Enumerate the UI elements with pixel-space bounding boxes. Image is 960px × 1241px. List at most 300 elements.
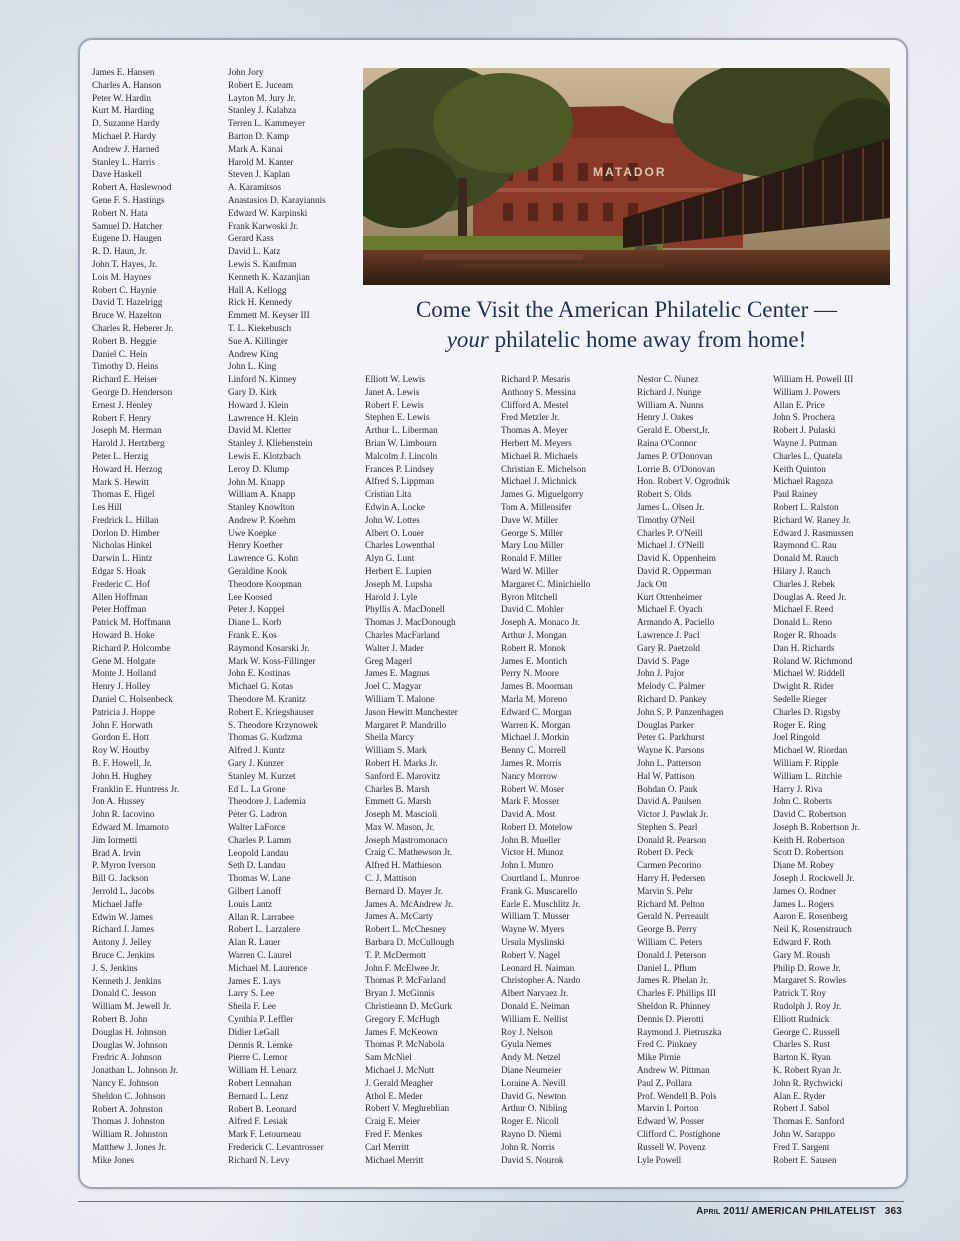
member-name: Clifford C. Postighone xyxy=(637,1129,721,1140)
member-name: Robert D. Peck xyxy=(637,847,694,858)
member-name: David L. Katz xyxy=(228,246,281,257)
member-name: Andrew W. Pittman xyxy=(637,1065,710,1076)
member-name: Lewis E. Klotzbach xyxy=(228,450,301,461)
footer-page-number: 363 xyxy=(884,1206,902,1217)
member-name: Dennis D. Pierotti xyxy=(637,1013,704,1024)
member-name: Wayne W. Myers xyxy=(501,924,565,935)
member-name: Jim Iormetti xyxy=(92,834,138,845)
member-name: Joseph M. Lupsha xyxy=(365,578,433,589)
member-name: Robert F. Lewis xyxy=(365,399,424,410)
member-name: Richard D. Pankey xyxy=(637,693,707,704)
member-name: Linford N. Kinney xyxy=(228,374,297,385)
member-name: Michael J. Morkin xyxy=(501,732,570,743)
member-name: William A. Knapp xyxy=(228,489,296,500)
member-name: Sheldon R. Phinney xyxy=(637,1001,711,1012)
member-name: Larry S. Lee xyxy=(228,988,275,999)
member-name: Dave Haskell xyxy=(92,169,142,180)
member-name: Jerrold L. Jacobs xyxy=(92,886,155,896)
member-name: Robert Lennahan xyxy=(228,1077,292,1088)
member-name: Craig E. Meier xyxy=(365,1116,420,1127)
member-name: Thomas W. Lane xyxy=(228,873,291,884)
member-name: Hal W. Pattison xyxy=(637,770,695,781)
building-sign-text: MATADOR xyxy=(593,165,667,179)
member-name: Robert B. Leonard xyxy=(228,1103,297,1114)
member-name: Cynthia P. Leffler xyxy=(228,1013,294,1024)
member-name: Victor J. Pawlak Jr. xyxy=(637,809,709,820)
member-name: John M. Knapp xyxy=(228,476,285,487)
member-name: Edgar S. Hoak xyxy=(92,566,146,577)
member-name: Robert L. Ralston xyxy=(773,501,839,512)
member-name: Lawrence G. Kohn xyxy=(228,553,299,564)
member-name: Robert D. Motelow xyxy=(501,821,573,832)
member-name: Jonathan L. Johnson Jr. xyxy=(92,1065,179,1076)
member-name: Roland W. Richmond xyxy=(773,655,853,666)
member-name: Walter LaForce xyxy=(228,822,286,833)
member-name: Stanley J. Kliebenstein xyxy=(228,438,313,449)
member-name: Frederic C. Hof xyxy=(92,578,150,589)
member-name: Robert V. Meghreblian xyxy=(365,1103,450,1114)
member-name: Phyllis A. MacDonell xyxy=(365,604,445,615)
member-name: P. Myron Iverson xyxy=(92,860,156,871)
member-name: Richard J. James xyxy=(92,924,155,935)
member-name: Harry J. Riva xyxy=(773,783,823,794)
member-name: Michael Jaffe xyxy=(92,898,143,909)
member-name: Roy J. Nelson xyxy=(501,1026,553,1037)
member-name: James L. Olsen Jr. xyxy=(637,501,705,512)
member-name: Joseph A. Monaco Jr. xyxy=(501,617,580,628)
member-name: Marla M. Moreno xyxy=(501,693,568,704)
member-name: Michael J. Michnick xyxy=(501,476,577,487)
member-name: Fredric A. Johnson xyxy=(92,1052,162,1063)
member-name: Russell W. Povenz xyxy=(637,1141,706,1152)
member-name: Charles Lowenthal xyxy=(365,540,435,551)
member-name: George S. Miller xyxy=(501,527,563,538)
member-name: Alfred S. Lippman xyxy=(365,476,435,487)
member-name: John J. Pajor xyxy=(637,668,685,679)
member-name: David G. Newton xyxy=(501,1090,567,1101)
member-name: Terren L. Kammeyer xyxy=(228,118,306,129)
member-name: William E. Nellist xyxy=(501,1013,568,1024)
member-name: Fred C. Pinkney xyxy=(637,1039,697,1050)
member-name: Rudolph J. Roy Jr. xyxy=(773,1001,842,1012)
member-name: Mary Lou Miller xyxy=(501,540,564,551)
member-name: George B. Perry xyxy=(637,924,697,935)
member-name: John C. Roberts xyxy=(773,796,832,807)
member-name: Jon A. Hussey xyxy=(92,796,145,807)
member-name: Lawrence H. Klein xyxy=(228,412,299,423)
member-name: Edward J. Rasmussen xyxy=(773,527,854,538)
member-name: Paul Rainey xyxy=(773,489,818,500)
member-name: Richard W. Raney Jr. xyxy=(773,514,851,525)
member-name: Edwin A. Locke xyxy=(365,501,425,512)
member-name: Richard P. Mesaris xyxy=(501,374,571,384)
member-name: Anastasios D. Karayiannis xyxy=(228,194,326,205)
member-name: Emmett M. Keyser III xyxy=(228,310,310,321)
member-name: Peter Hoffman xyxy=(92,604,147,615)
member-name: Sheila F. Lee xyxy=(228,1001,276,1012)
member-name: Michael W. Riddell xyxy=(773,668,845,679)
member-name: Frances P. Lindsey xyxy=(365,463,435,474)
member-name: Herbert E. Lupien xyxy=(365,565,432,576)
member-name: Bryan J. McGinnis xyxy=(365,988,435,999)
member-name: Ward W. Miller xyxy=(501,565,559,576)
member-name: Scott D. Robertson xyxy=(773,847,844,858)
member-name: Peter L. Herzig xyxy=(92,450,149,461)
member-name: Michael P. Hardy xyxy=(92,130,157,141)
member-name: Stephen S. Pearl xyxy=(637,821,698,832)
member-name: Harold J. Lyle xyxy=(365,591,418,602)
member-name: Barton K. Ryan xyxy=(773,1052,831,1063)
member-name: Daniel L. Pflum xyxy=(637,962,697,973)
member-name: Hilary J. Rauch xyxy=(773,565,831,576)
member-name: Andrew J. Harned xyxy=(92,143,160,154)
member-name: Timothy O'Neil xyxy=(637,514,695,525)
member-name: Jason Hewitt Manchester xyxy=(365,706,458,717)
member-name: John S. P. Panzenhagen xyxy=(637,706,724,717)
member-name: Fredrick L. Hillan xyxy=(92,514,159,525)
member-name: Paul Z. Pollara xyxy=(637,1077,692,1088)
member-name: Gerald E. Oberst,Jr. xyxy=(637,425,710,436)
member-name: Gary D. Kirk xyxy=(228,386,277,397)
member-name: Alfred J. Kuntz xyxy=(228,745,285,756)
member-name: Robert V. Nagel xyxy=(501,949,561,960)
member-name: Lawrence J. Pacl xyxy=(637,629,700,640)
member-name: Douglas H. Johnson xyxy=(92,1026,167,1037)
member-name: John L. King xyxy=(228,361,277,372)
member-name: Harold M. Kanter xyxy=(228,156,294,167)
member-name: Howard H. Herzog xyxy=(92,463,163,474)
member-name: John I. Munro xyxy=(501,860,554,871)
member-name: Charles L. Quatela xyxy=(773,450,843,461)
member-name: Richard N. Levy xyxy=(228,1154,290,1165)
member-name: Byron Mitchell xyxy=(501,591,558,602)
member-name: Thomas P. McNabola xyxy=(365,1039,445,1050)
member-name: Edward W. Posser xyxy=(637,1116,705,1127)
member-name: David A. Paulsen xyxy=(637,796,702,807)
member-name: Marvin I. Porton xyxy=(637,1103,699,1114)
member-name: Alfred H. Mathieson xyxy=(365,860,442,871)
member-name: Andy M. Netzel xyxy=(501,1052,561,1063)
member-name: Theodore J. Lademia xyxy=(228,796,306,807)
member-name: John B. Mueller xyxy=(501,834,561,845)
member-name: James P. O'Donovan xyxy=(637,450,713,461)
member-name: Bruce W. Hazelton xyxy=(92,310,162,321)
member-name: Steven J. Kaplan xyxy=(228,169,291,180)
member-name: Arthur L. Liberman xyxy=(365,425,438,436)
member-name: Harry H. Pedersen xyxy=(637,873,706,884)
member-name: Peter G. Ladron xyxy=(228,809,287,820)
member-name: Nancy Morrow xyxy=(501,770,558,781)
member-name: Edward F. Roth xyxy=(773,937,831,948)
member-name: Robert B. Heggie xyxy=(92,335,157,346)
member-name: Frank G. Muscarello xyxy=(501,885,578,896)
member-name: Gilbert Lanoff xyxy=(228,886,282,896)
member-name: Allen Hoffman xyxy=(92,591,148,602)
member-name: Leroy D. Klump xyxy=(228,463,289,474)
member-name: Robert A. Johnston xyxy=(92,1103,163,1114)
member-name: Joseph M. Herman xyxy=(92,425,162,436)
headline-line-2-rest: philatelic home away from home! xyxy=(488,327,807,352)
member-name: Janet A. Lewis xyxy=(365,386,420,397)
member-name: William M. Jewell Jr. xyxy=(92,1001,171,1012)
member-name: D. Suzanne Hardy xyxy=(92,118,160,129)
member-name: Henry J. Oakes xyxy=(637,412,694,423)
headline-line-1: Come Visit the American Philatelic Center — xyxy=(415,297,838,322)
member-name: Robert H. Marks Jr. xyxy=(365,757,438,768)
member-name: David A. Most xyxy=(501,809,556,820)
member-name: Theodore M. Kranitz xyxy=(228,694,306,705)
member-name: Gregory F. McHugh xyxy=(365,1013,440,1024)
member-name: Mike Pirnie xyxy=(637,1052,681,1063)
member-name: David C. Mohler xyxy=(501,604,564,615)
member-name: Douglas Parker xyxy=(637,719,694,730)
member-name: Prof. Wendell B. Pols xyxy=(637,1090,717,1101)
member-name: Keith H. Robertson xyxy=(773,834,845,845)
member-name: Ernest J. Henley xyxy=(92,399,153,410)
member-name: Douglas A. Reed Jr. xyxy=(773,591,847,602)
member-name: J. S. Jenkins xyxy=(92,962,138,973)
name-column-2 xyxy=(228,66,360,1167)
member-name: John W. Lottes xyxy=(365,514,420,525)
member-name: Gordon E. Hott xyxy=(92,732,149,743)
member-name: Joseph Mastromonaco xyxy=(365,834,448,845)
member-name: Courtland L. Munroe xyxy=(501,873,580,884)
member-name: Christian E. Michelson xyxy=(501,463,586,474)
member-name: Christopher A. Nardo xyxy=(501,975,581,986)
member-name: George D. Henderson xyxy=(92,386,173,397)
member-name: William T. Malone xyxy=(365,693,435,704)
member-name: James B. Moorman xyxy=(501,681,573,692)
member-name: Michael F. Oyach xyxy=(637,604,703,615)
name-column-3 xyxy=(365,373,497,1166)
member-name: Gene F. S. Hastings xyxy=(92,194,165,205)
member-name: Margaret S. Rowles xyxy=(773,975,847,986)
member-name: John R. Norris xyxy=(501,1141,555,1152)
member-name: William C. Peters xyxy=(637,937,703,948)
member-name: Mark A. Kanai xyxy=(228,143,283,154)
member-name: Thomas J. Johnston xyxy=(92,1116,165,1127)
member-name: James G. Miguelgorry xyxy=(501,489,584,500)
member-name: Thomas G. Kudzma xyxy=(228,732,303,743)
member-name: Gerald N. Perreault xyxy=(637,911,709,922)
member-name: Robert E. Sausen xyxy=(773,1154,837,1165)
member-name: John E. Kostinas xyxy=(228,668,291,679)
member-name: Didier LeGall xyxy=(228,1026,280,1037)
member-name: Fred F. Menkes xyxy=(365,1129,423,1140)
member-name: Gyula Nemes xyxy=(501,1039,552,1050)
member-name: Nestor C. Nunez xyxy=(637,374,699,384)
member-name: Philip D. Rowe Jr. xyxy=(773,962,841,973)
member-name: James F. McKeown xyxy=(365,1026,438,1037)
member-name: Marvin S. Pehr xyxy=(637,885,693,896)
member-name: Edward C. Morgan xyxy=(501,706,572,717)
member-name: Peter W. Hardin xyxy=(92,92,151,103)
member-name: Richard P. Holcombe xyxy=(92,642,171,653)
headline xyxy=(363,295,890,355)
member-name: Gary J. Kunzer xyxy=(228,758,284,769)
member-name: Ed L. La Grone xyxy=(228,783,286,794)
member-name: Barton D. Kamp xyxy=(228,130,289,141)
member-name: Neil K. Rosenstrauch xyxy=(773,924,852,935)
member-name: Christieann D. McGurk xyxy=(365,1001,453,1012)
member-name: Anthony S. Messina xyxy=(501,386,576,397)
name-column-5 xyxy=(637,373,769,1166)
member-name: Charles B. Marsh xyxy=(365,783,430,794)
member-name: Allan R. Larrabee xyxy=(228,911,295,922)
member-name: Michael W. Riordan xyxy=(773,745,848,756)
member-name: John W. Sarappo xyxy=(773,1129,836,1140)
member-name: Hall A. Kellogg xyxy=(228,284,287,295)
member-name: Antony J. Jelley xyxy=(92,937,152,948)
name-column-1 xyxy=(92,66,222,1167)
member-name: Donald L. Reno xyxy=(773,617,832,628)
member-name: Ronald F. Miller xyxy=(501,553,562,564)
member-name: Charles F. Phillips III xyxy=(637,988,716,999)
member-name: Rayno D. Niemi xyxy=(501,1129,562,1140)
member-name: Stephen E. Lewis xyxy=(365,412,430,423)
member-name: Victor H. Munoz xyxy=(501,847,564,858)
member-name: Brad A. Irvin xyxy=(92,847,141,858)
member-name: Warren C. Laurel xyxy=(228,949,292,960)
member-name: Michael J. McNutt xyxy=(365,1065,435,1076)
member-name: Arthur O. Nibling xyxy=(501,1103,568,1114)
member-name: David C. Robertson xyxy=(773,809,847,820)
member-name: Patricia J. Hoppe xyxy=(92,706,156,717)
member-name: Charles R. Heberer Jr. xyxy=(92,322,174,333)
member-name: Fred Metzler Jr. xyxy=(501,412,560,423)
member-name: Robert E. Kriegshauser xyxy=(228,706,314,717)
member-name: Clifford A. Mestel xyxy=(501,399,569,410)
member-name: William H. Lenarz xyxy=(228,1065,297,1076)
member-name: Richard J. Nunge xyxy=(637,386,702,397)
member-name: Robert L. McChesney xyxy=(365,924,447,935)
member-name: William F. Ripple xyxy=(773,757,839,768)
member-name: R. D. Haun, Jr. xyxy=(92,246,147,257)
member-name: William J. Powers xyxy=(773,386,841,397)
member-name: Emmett G. Marsh xyxy=(365,796,432,807)
member-name: Joseph J. Rockwell Jr. xyxy=(773,873,855,884)
member-name: Diane Neumeier xyxy=(501,1065,562,1076)
member-name: Michael J. O'Neill xyxy=(637,540,705,551)
member-name: Les Hill xyxy=(92,502,122,513)
member-name: Walter J. Mader xyxy=(365,642,424,653)
member-name: Patrick M. Hoffmann xyxy=(92,617,171,628)
member-name: Albert Narvaez Jr. xyxy=(501,988,569,999)
member-name: James A. McAndrew Jr. xyxy=(365,898,454,909)
member-name: David S. Page xyxy=(637,655,690,666)
member-name: Peter G. Parkhurst xyxy=(637,732,705,743)
member-name: Frank E. Kos xyxy=(228,630,277,641)
member-name: Frank Karwoski Jr. xyxy=(228,220,299,231)
member-name: Charles P. O'Neill xyxy=(637,527,703,538)
member-name: Lyle Powell xyxy=(637,1154,682,1165)
member-name: Leopold Landau xyxy=(228,847,289,858)
member-name: Robert B. John xyxy=(92,1013,148,1024)
member-name: Thomas E. Higel xyxy=(92,489,155,500)
member-name: Kenneth K. Kazanjian xyxy=(228,271,310,282)
headline-line-2 xyxy=(363,325,890,355)
member-name: John L. Patterson xyxy=(637,757,702,768)
member-name: Michael Merritt xyxy=(365,1154,424,1165)
member-name: Wayne K. Parsons xyxy=(637,745,705,756)
member-name: Robert C. Haynie xyxy=(92,284,157,295)
member-name: John Jory xyxy=(228,67,264,77)
member-name: William L. Ritchie xyxy=(773,770,842,781)
member-name: Daniel C. Hein xyxy=(92,348,148,359)
member-name: Raina O'Connor xyxy=(637,437,697,448)
member-name: David K. Oppenheim xyxy=(637,553,716,564)
member-name: Stanley J. Kalabza xyxy=(228,105,297,116)
member-name: Robert W. Moser xyxy=(501,783,565,794)
member-name: Robert J. Pulaski xyxy=(773,425,836,436)
member-name: Roy W. Houtby xyxy=(92,745,150,756)
member-name: Stanley L. Harris xyxy=(92,156,156,167)
member-name: Sanford E. Marovitz xyxy=(365,770,441,781)
member-name: Raymond Kosarski Jr. xyxy=(228,642,310,653)
member-name: Joel Ringold xyxy=(773,732,820,743)
member-name: David S. Nourok xyxy=(501,1154,564,1165)
member-name: Keith Quinton xyxy=(773,463,826,474)
member-name: James A. McCarty xyxy=(365,911,434,922)
member-name: Richard E. Heiser xyxy=(92,374,158,385)
member-name: Robert N. Hata xyxy=(92,207,148,218)
member-name: Louis Lantz xyxy=(228,898,273,909)
member-name: Donald J. Peterson xyxy=(637,949,707,960)
member-name: Jack Ott xyxy=(637,578,668,589)
member-name: Franklin E. Huntress Jr. xyxy=(92,783,180,794)
member-name: Daniel C. Holsenbeck xyxy=(92,694,173,705)
member-name: Monte J. Holland xyxy=(92,668,157,679)
member-name: James E. Magnus xyxy=(365,668,430,679)
member-name: Max W. Mason, Jr. xyxy=(365,821,435,832)
member-name: Malcolm J. Lincoln xyxy=(365,450,438,461)
name-column-6 xyxy=(773,373,901,1166)
member-name: Lois M. Haynes xyxy=(92,271,151,282)
member-name: Thomas P. McFarland xyxy=(365,975,446,986)
member-name: Allan E. Price xyxy=(773,399,825,410)
member-name: Darwin L. Hintz xyxy=(92,553,153,564)
member-name: Loraine A. Nevill xyxy=(501,1077,566,1088)
member-name: Armando A. Paciello xyxy=(637,617,715,628)
member-name: Roger R. Rhoads xyxy=(773,629,837,640)
member-name: Pierre C. Lemor xyxy=(228,1052,288,1063)
footer-publication: 2011/ AMERICAN PHILATELIST xyxy=(720,1206,876,1217)
member-name: Robert A. Haslewood xyxy=(92,182,172,193)
member-name: Bernard D. Mayer Jr. xyxy=(365,885,443,896)
member-name: William H. Powell III xyxy=(773,374,854,384)
member-name: Lee Koosed xyxy=(228,591,273,602)
member-name: James L. Rogers xyxy=(773,898,834,909)
member-name: Samuel D. Hatcher xyxy=(92,220,163,231)
member-name: John H. Hughey xyxy=(92,770,152,781)
member-name: John T. Hayes, Jr. xyxy=(92,258,157,269)
member-name: Bernard L. Lenz xyxy=(228,1090,289,1101)
member-name: Frederick C. Levantrosser xyxy=(228,1141,324,1152)
center-photo xyxy=(363,68,890,285)
member-name: Earle E. Muschlitz Jr. xyxy=(501,898,581,909)
member-name: Barbara D. McCullough xyxy=(365,937,455,948)
name-column-4 xyxy=(501,373,633,1166)
footer-month: April xyxy=(696,1206,721,1217)
member-name: Elliott W. Lewis xyxy=(365,374,425,384)
member-name: George C. Russell xyxy=(773,1026,840,1037)
page-footer xyxy=(696,1206,902,1217)
member-name: James O. Rodner xyxy=(773,885,837,896)
member-name: B. F. Howell, Jr. xyxy=(92,758,152,769)
member-name: Bohdan O. Pauk xyxy=(637,783,698,794)
member-name: Dwight R. Rider xyxy=(773,681,834,692)
member-name: James R. Morris xyxy=(501,757,562,768)
